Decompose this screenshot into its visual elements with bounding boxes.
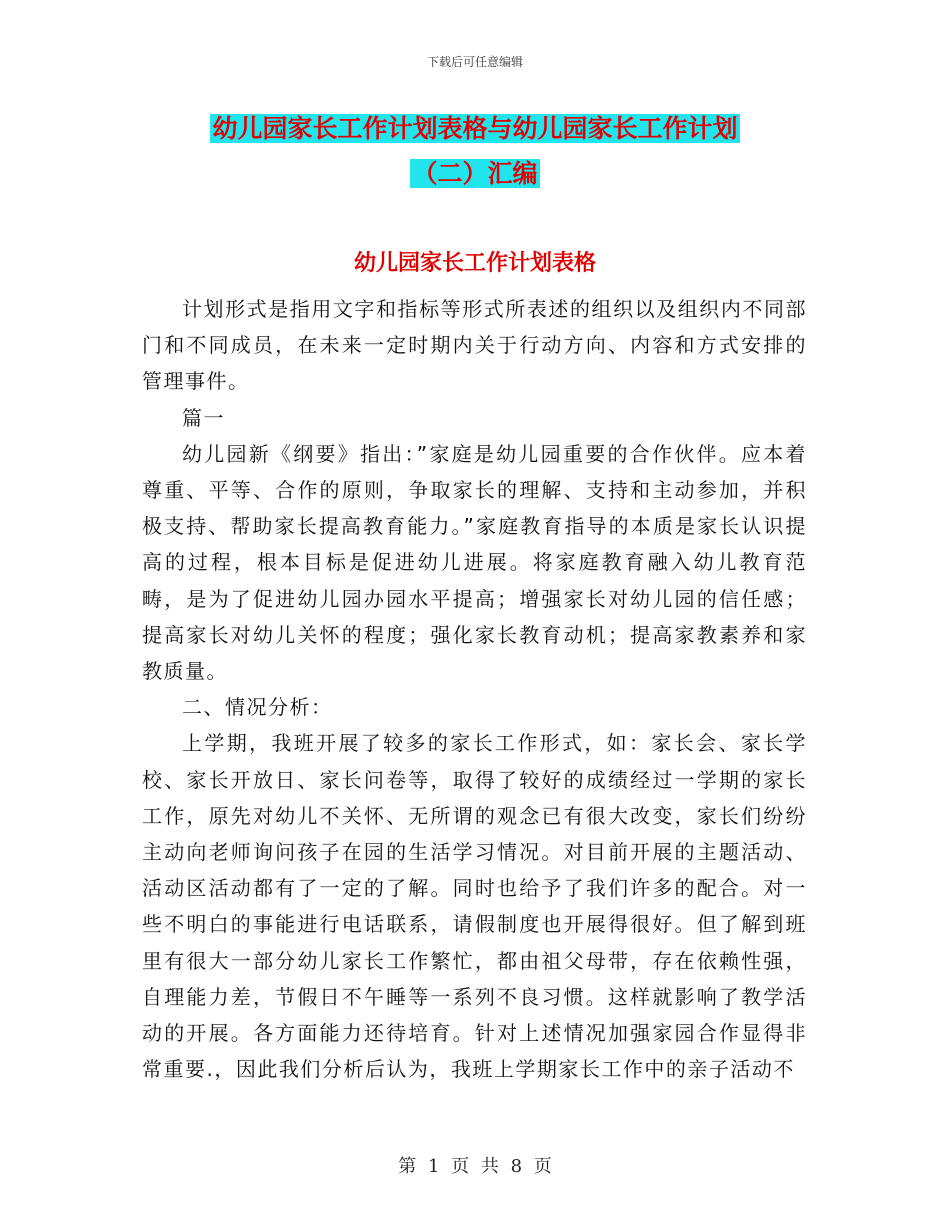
paragraph-situation: 上学期，我班开展了较多的家长工作形式，如：家长会、家长学校、家长开放日、家长问卷等，取得了较好的成绩经过一学期的家长工作，原先对幼儿不关怀、无所谓的观念已有很大改变，家长们纷纷主动向老师询问孩子在园的生活学习情况。对目前开展的主题活动、活动区活动都有了一定的了解。同时也给予了我们许多的配合。对一些不明白的事能进行电话联系，请假制度也开展得很好。但了解到班里有很大一部分幼儿家长工作繁忙，都由祖父母带，存在依赖性强，自理能力差，节假日不午睡等一系列不良习惯。这样就影响了教学活动的开展。各方面能力还待培育。针对上述情况加强家园合作显得非常重要.，因此我们分析后认为，我班上学期家长工作中的亲子活动不 [142, 731, 807, 1082]
section-heading: 幼儿园家长工作计划表格 [353, 251, 596, 276]
page-footer: 第 1 页 共 8 页 [398, 1156, 552, 1177]
document-title-line-1 [0, 112, 950, 146]
paragraph-part-label: 篇一 [182, 405, 225, 430]
header-note: 下载后可任意编辑 [426, 55, 523, 69]
paragraph-outline: 幼儿园新《纲要》指出：”家庭是幼儿园重要的合作伙伴。应本着尊重、平等、合作的原则，争取家长的理解、支持和主动参加，并积极支持、帮助家长提高教育能力。”家庭教育指导的本质是家长认识提高的过程，根本目标是促进幼儿进展。将家庭教育融入幼儿教育范畴，是为了促进幼儿园办园水平提高；增强家长对幼儿园的信任感；提高家长对幼儿关怀的程度；强化家长教育动机；提高家教素养和家教质量。 [142, 441, 807, 684]
title-highlight-2: （二）汇编 [412, 159, 538, 188]
paragraph-intro: 计划形式是指用文字和指标等形式所表述的组织以及组织内不同部门和不同成员，在未来一定时期内关于行动方向、内容和方式安排的管理事件。 [142, 297, 807, 394]
paragraph-situation-heading: 二、情况分析： [182, 695, 333, 720]
document-title-line-2 [0, 157, 950, 191]
title-highlight-1: 幼儿园家长工作计划表格与幼儿园家长工作计划 [212, 114, 738, 143]
document-body [142, 291, 807, 1087]
